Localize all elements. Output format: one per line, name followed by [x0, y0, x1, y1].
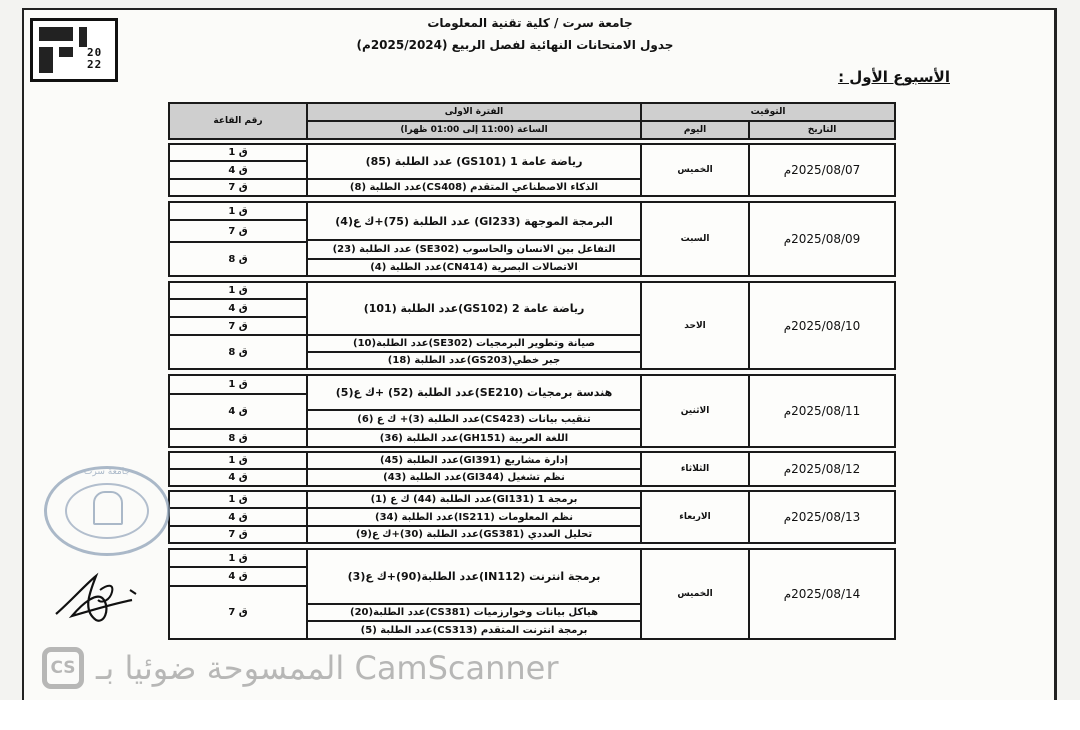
course-cell: رياضة عامة 2 (GS102)عدد الطلبة (101)	[306, 281, 642, 336]
course-cell: رياضة عامة 1 (GS101) عدد الطلبة (85)	[306, 143, 642, 180]
hall-cell: ق 1	[168, 490, 308, 509]
date-cell: 2025/08/07م	[748, 143, 896, 197]
course-cell: الذكاء الاصطناعي المتقدم (CS408)عدد الطلبة (8)	[306, 178, 642, 197]
course-cell: البرمجة الموجهة (GI233) عدد الطلبة (75)+ك ع(4)	[306, 201, 642, 241]
week-title: الأسبوع الأول :	[838, 68, 950, 86]
date-cell: 2025/08/14م	[748, 548, 896, 640]
course-cell: برمجة انترنت (IN112)عدد الطلبة(90)+ك ع(3)	[306, 548, 642, 605]
hall-cell: ق 7	[168, 178, 308, 197]
hall-cell: ق 4	[168, 160, 308, 180]
header-time: الساعة (11:00 إلى 01:00 ظهرا)	[306, 120, 642, 140]
date-cell: 2025/08/10م	[748, 281, 896, 370]
hall-cell: ق 7	[168, 525, 308, 544]
official-stamp	[44, 466, 170, 556]
day-cell: الخميس	[640, 548, 750, 640]
day-cell: السبت	[640, 201, 750, 277]
course-cell: نظم تشغيل (GI344)عدد الطلبة (43)	[306, 468, 642, 487]
course-cell: برمجة انترنت المتقدم (CS313)عدد الطلبة (5)	[306, 620, 642, 640]
course-cell: التفاعل بين الانسان والحاسوب (SE302) عدد الطلبة (23)	[306, 239, 642, 260]
hall-cell: ق 4	[168, 507, 308, 527]
hall-cell: ق 7	[168, 316, 308, 336]
day-cell: الخميس	[640, 143, 750, 197]
hall-cell: ق 8	[168, 428, 308, 448]
day-cell: الثلاثاء	[640, 451, 750, 487]
hall-cell: ق 4	[168, 393, 308, 430]
hall-cell: ق 4	[168, 566, 308, 587]
day-cell: الاثنين	[640, 374, 750, 448]
hall-cell: ق 1	[168, 374, 308, 395]
date-cell: 2025/08/13م	[748, 490, 896, 544]
camscanner-watermark	[42, 643, 622, 693]
course-cell: إدارة مشاريع (GI391)عدد الطلبة (45)	[306, 451, 642, 470]
stamp-text: جامعة سرت	[83, 467, 131, 477]
logo-year: 20 22	[87, 46, 103, 71]
hall-cell: ق 1	[168, 451, 308, 470]
hall-cell: ق 1	[168, 201, 308, 221]
hall-cell: ق 8	[168, 334, 308, 370]
schedule-title: جدول الامتحانات النهائية لفصل الربيع (2025/2024م)	[356, 38, 674, 52]
date-cell: 2025/08/09م	[748, 201, 896, 277]
day-cell: الاحد	[640, 281, 750, 370]
hall-cell: ق 4	[168, 468, 308, 487]
day-cell: الاربعاء	[640, 490, 750, 544]
header-date: التاريخ	[748, 120, 896, 140]
date-cell: 2025/08/11م	[748, 374, 896, 448]
hall-cell: ق 1	[168, 281, 308, 300]
hall-cell: ق 7	[168, 219, 308, 243]
course-cell: تنقيب بيانات (CS423)عدد الطلبة (3)+ ك ع (6)	[306, 409, 642, 430]
hall-cell: ق 1	[168, 548, 308, 568]
course-cell: تحليل العددي (GS381)عدد الطلبة (30)+ك ع(9)	[306, 525, 642, 544]
hall-cell: ق 7	[168, 585, 308, 640]
course-cell: نظم المعلومات (IS211)عدد الطلبة (34)	[306, 507, 642, 527]
course-cell: صيانة وتطوير البرمجيات (SE302)عدد الطلبة(10)	[306, 334, 642, 353]
watermark-text: الممسوحة ضوئيا بـ CamScanner	[96, 649, 559, 687]
date-cell: 2025/08/12م	[748, 451, 896, 487]
course-cell: جبر خطي(GS203)عدد الطلبة (18)	[306, 351, 642, 370]
course-cell: اللغة العربية (GH151)عدد الطلبة (36)	[306, 428, 642, 448]
university-line: جامعة سرت / كلية تقنية المعلومات	[427, 16, 633, 30]
hall-cell: ق 8	[168, 241, 308, 277]
course-cell: هياكل بيانات وخوارزميات (CS381)عدد الطلبة(20)	[306, 603, 642, 622]
header-hall: رقم القاعة	[168, 102, 308, 140]
camscanner-icon: CS	[42, 647, 84, 689]
header-timing: التوقيت	[640, 102, 896, 122]
course-cell: هندسة برمجيات (SE210)عدد الطلبة (52) +ك ع(5)	[306, 374, 642, 411]
header-day: اليوم	[640, 120, 750, 140]
course-cell: برمجة 1 (GI131)عدد الطلبة (44) ك ع (1)	[306, 490, 642, 509]
header-period: الفترة الاولى	[306, 102, 642, 122]
hall-cell: ق 4	[168, 298, 308, 318]
hall-cell: ق 1	[168, 143, 308, 162]
signature	[52, 570, 142, 630]
course-cell: الاتصالات البصرية (CN414)عدد الطلبة (4)	[306, 258, 642, 277]
